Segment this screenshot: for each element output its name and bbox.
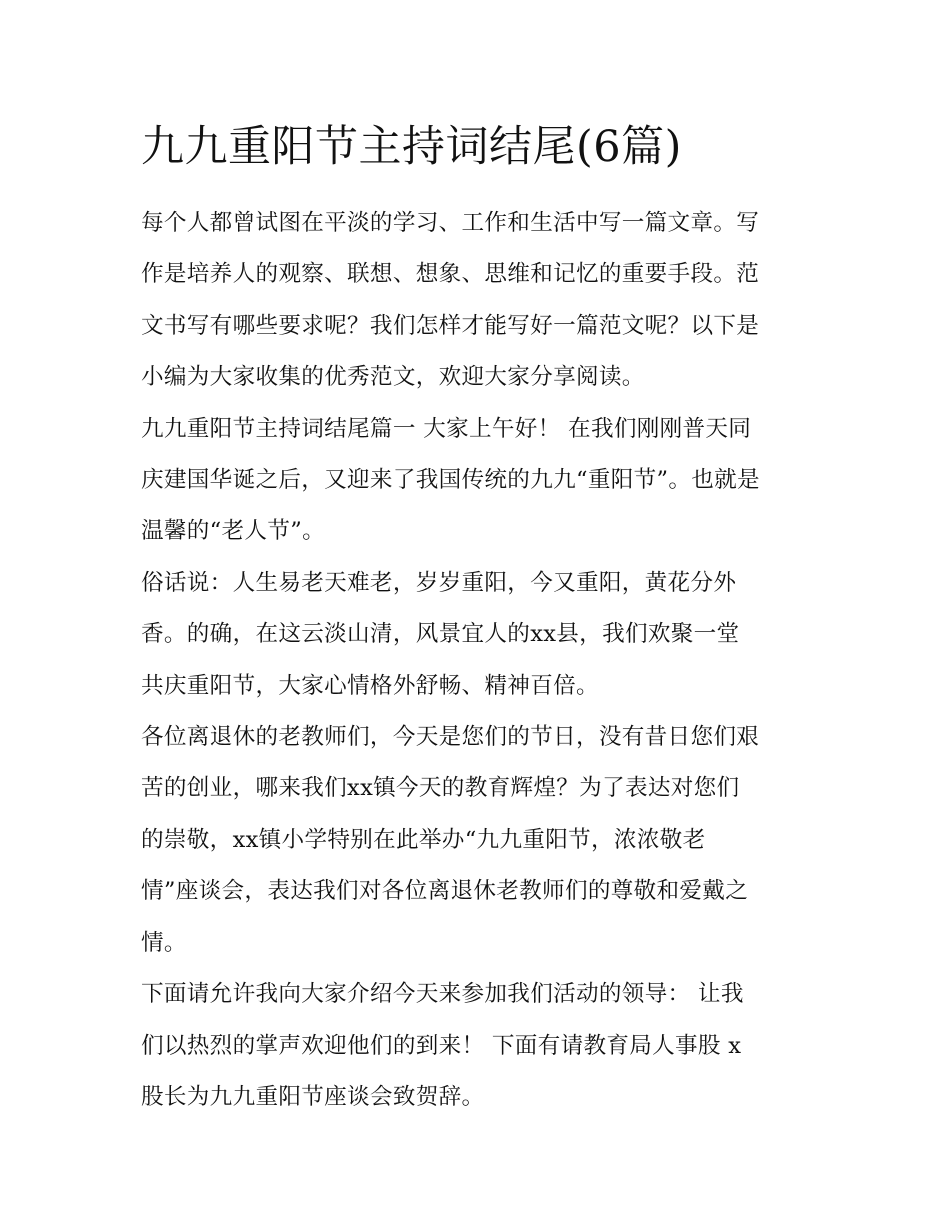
- text-line: 们以热烈的掌声欢迎他们的到来！ 下面有请教育局人事股 x: [141, 1032, 742, 1059]
- paragraph-proverb: [141, 558, 813, 712]
- text-line: 小编为大家收集的优秀范文，欢迎大家分享阅读。: [141, 364, 645, 391]
- text-line: 共庆重阳节，大家心情格外舒畅、精神百倍。: [141, 672, 599, 699]
- document-body: [141, 198, 813, 1123]
- text-line: 文书写有哪些要求呢？我们怎样才能写好一篇范文呢？以下是: [141, 312, 760, 339]
- paragraph-greeting: [141, 404, 813, 558]
- text-line: 的崇敬，xx镇小学特别在此举办“九九重阳节，浓浓敬老: [141, 826, 706, 853]
- text-line: 苦的创业，哪来我们xx镇今天的教育辉煌？为了表达对您们: [141, 775, 740, 802]
- text-line: 情”座谈会，表达我们对各位离退休老教师们的尊敬和爱戴之: [141, 878, 749, 905]
- paragraph-leaders: [141, 969, 813, 1123]
- paragraph-teachers: [141, 712, 813, 969]
- paragraph-intro: [141, 198, 813, 404]
- text-line: 九九重阳节主持词结尾篇一 大家上午好！ 在我们刚刚普天同: [141, 415, 752, 442]
- text-line: 每个人都曾试图在平淡的学习、工作和生活中写一篇文章。写: [141, 210, 760, 236]
- text-line: 各位离退休的老教师们，今天是您们的节日，没有昔日您们艰: [141, 724, 760, 751]
- text-line: 股长为九九重阳节座谈会致贺辞。: [141, 1083, 485, 1110]
- text-line: 香。的确，在这云淡山清，风景宜人的xx县，我们欢聚一堂: [141, 621, 740, 648]
- text-line: 温馨的“老人节”。: [141, 518, 325, 545]
- text-line: 情。: [141, 929, 187, 956]
- document-title: 九九重阳节主持词结尾(6篇): [141, 122, 682, 172]
- text-line: 下面请允许我向大家介绍今天来参加我们活动的领导： 让我: [141, 981, 744, 1008]
- text-line: 俗话说：人生易老天难老，岁岁重阳，今又重阳，黄花分外: [141, 569, 737, 596]
- text-line: 作是培养人的观察、联想、想象、思维和记忆的重要手段。范: [141, 261, 760, 288]
- text-line: 庆建国华诞之后，又迎来了我国传统的九九“重阳节”。也就是: [141, 467, 760, 494]
